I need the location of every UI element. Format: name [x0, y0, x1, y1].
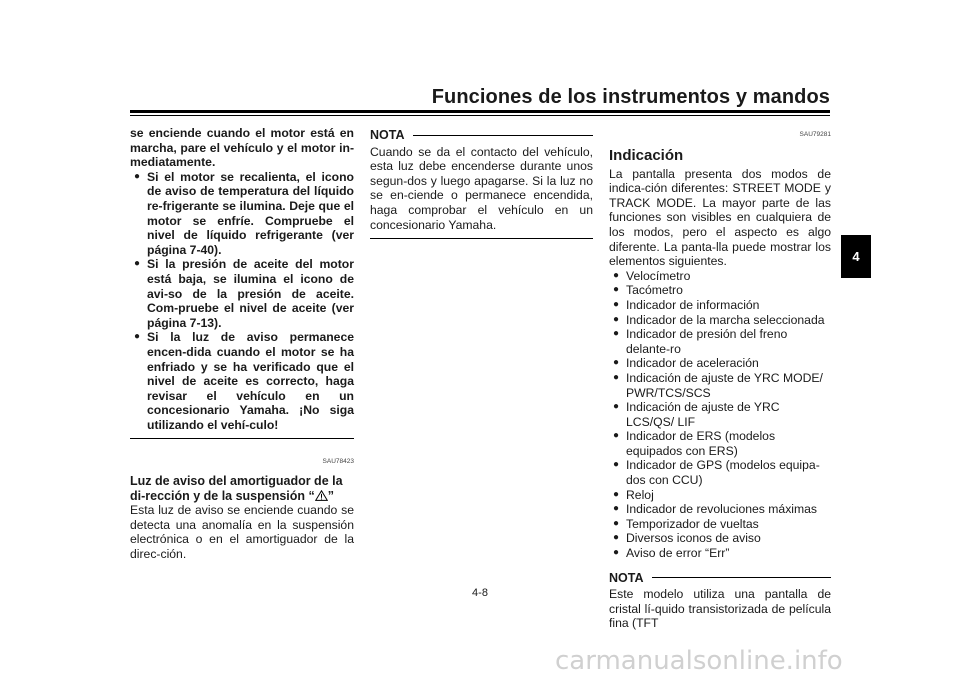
column-right: [609, 126, 831, 631]
page-header-title: Funciones de los instrumentos y mandos: [431, 86, 830, 108]
section-code: SAU78423: [322, 458, 354, 466]
list-item: ● Indicador de aceleración: [613, 356, 759, 371]
list-item: ● Reloj: [613, 487, 654, 502]
bullet-icon: ●: [613, 459, 620, 471]
section-code: SAU79281: [799, 131, 831, 138]
nota-text: Cuando se da el contacto del vehículo, esta luz debe encenderse durante unos segun-dos y luego apagarse. Si la luz no se en-ciende o permanece encendida, haga comprobar el vehículo en un concesionario Yamaha.: [370, 144, 593, 232]
section-heading: Indicación: [609, 146, 684, 164]
column-middle: [370, 128, 593, 243]
header-rule-thin: [130, 115, 830, 116]
list-item: ● Aviso de error “Err”: [613, 546, 730, 561]
bullet-item: ● Si la luz de aviso permanece encen-dida cuando el motor se ha enfriado y se ha verificado que el nivel de aceite es correcto, haga revisar el vehículo en un concesionario Yamaha. ¡No siga utilizando el vehí-culo!: [134, 330, 354, 432]
bullet-icon: ●: [613, 371, 620, 383]
continued-text: se enciende cuando el motor está en marcha, pare el vehículo y el motor in-mediatamente.: [130, 126, 354, 170]
nota-heading: NOTA: [609, 571, 831, 586]
bullet-icon: ●: [613, 401, 620, 413]
bullet-icon: ●: [613, 503, 620, 515]
bullet-icon: ●: [613, 488, 620, 500]
list-item: ● Indicador de ERS (modelos equipados con ERS): [613, 429, 776, 458]
nota-end-rule: [370, 238, 593, 239]
list-item: ● Temporizador de vueltas: [613, 516, 759, 531]
section-body: Esta luz de aviso se enciende cuando se detecta una anomalía en la suspensión electrónica o en el amortiguador de la direc-ción.: [130, 503, 354, 562]
nota-rule: [413, 135, 594, 136]
chapter-tab: 4: [841, 235, 871, 278]
list-item: ● Indicación de ajuste de YRC MODE/ PWR/TCS/SCS: [613, 370, 823, 400]
bullet-icon: ●: [134, 258, 141, 270]
bullet-icon: ●: [613, 284, 620, 296]
bullet-icon: ●: [613, 313, 620, 325]
header-rule-thick: [130, 110, 830, 113]
warning-triangle-icon: [315, 490, 328, 501]
display-items-list: [609, 269, 831, 561]
section-intro: La pantalla presenta dos modos de indica-ción diferentes: STREET MODE y TRACK MODE. La mayor parte de las funciones son visibles en cualquiera de los modos, pero el aspecto es algo diferente. La panta-lla puede mostrar los elementos siguientes.: [609, 166, 831, 269]
bullet-icon: ●: [134, 331, 141, 343]
list-item: ● Indicación de ajuste de YRC LCS/QS/ LIF: [613, 400, 780, 429]
list-item: ● Indicador de información: [613, 297, 760, 312]
list-item: ● Diversos iconos de aviso: [613, 531, 761, 546]
section-heading: Luz de aviso del amortiguador de la di-rección y de la suspensión “ ”: [130, 474, 343, 503]
bullet-icon: ●: [613, 357, 620, 369]
list-item: ● Tacómetro: [613, 283, 683, 298]
bullet-item: ● Si el motor se recalienta, el icono de aviso de temperatura del líquido re-frigerante se ilumina. Deje que el motor se enfríe. Compruebe el nivel de líquido refrigerante (ver página 7-40).: [134, 169, 354, 257]
list-item: ● Indicador de la marcha seleccionada: [613, 312, 825, 327]
list-item: ● Velocímetro: [613, 268, 691, 283]
bullet-icon: ●: [613, 532, 620, 544]
bullet-icon: ●: [134, 170, 141, 182]
bullet-icon: ●: [613, 328, 620, 340]
list-item: ● Indicador de GPS (modelos equipa-dos con CCU): [613, 458, 820, 488]
bullet-icon: ●: [613, 430, 620, 442]
page-number: 4-8: [472, 587, 488, 599]
bullet-icon: ●: [613, 269, 620, 281]
list-item: ● Indicador de presión del freno delante-ro: [613, 327, 788, 356]
bullet-item: ● Si la presión de aceite del motor está baja, se ilumina el icono de avi-so de la presión de aceite. Com-pruebe el nivel de aceite (ver página 7-13).: [134, 257, 354, 330]
column-left: [130, 126, 354, 562]
bullet-icon: ●: [613, 547, 620, 559]
bullet-icon: ●: [613, 298, 620, 310]
bullet-icon: ●: [613, 517, 620, 529]
nota-rule: [652, 577, 832, 578]
warning-end-rule: [130, 438, 354, 439]
nota-text: Este modelo utiliza una pantalla de cristal lí-quido transistorizada de película fina (TFT: [609, 587, 831, 631]
list-item: ● Indicador de revoluciones máximas: [613, 502, 818, 517]
nota-heading: NOTA: [370, 128, 593, 143]
watermark: carmanualsonline.info: [555, 646, 843, 676]
